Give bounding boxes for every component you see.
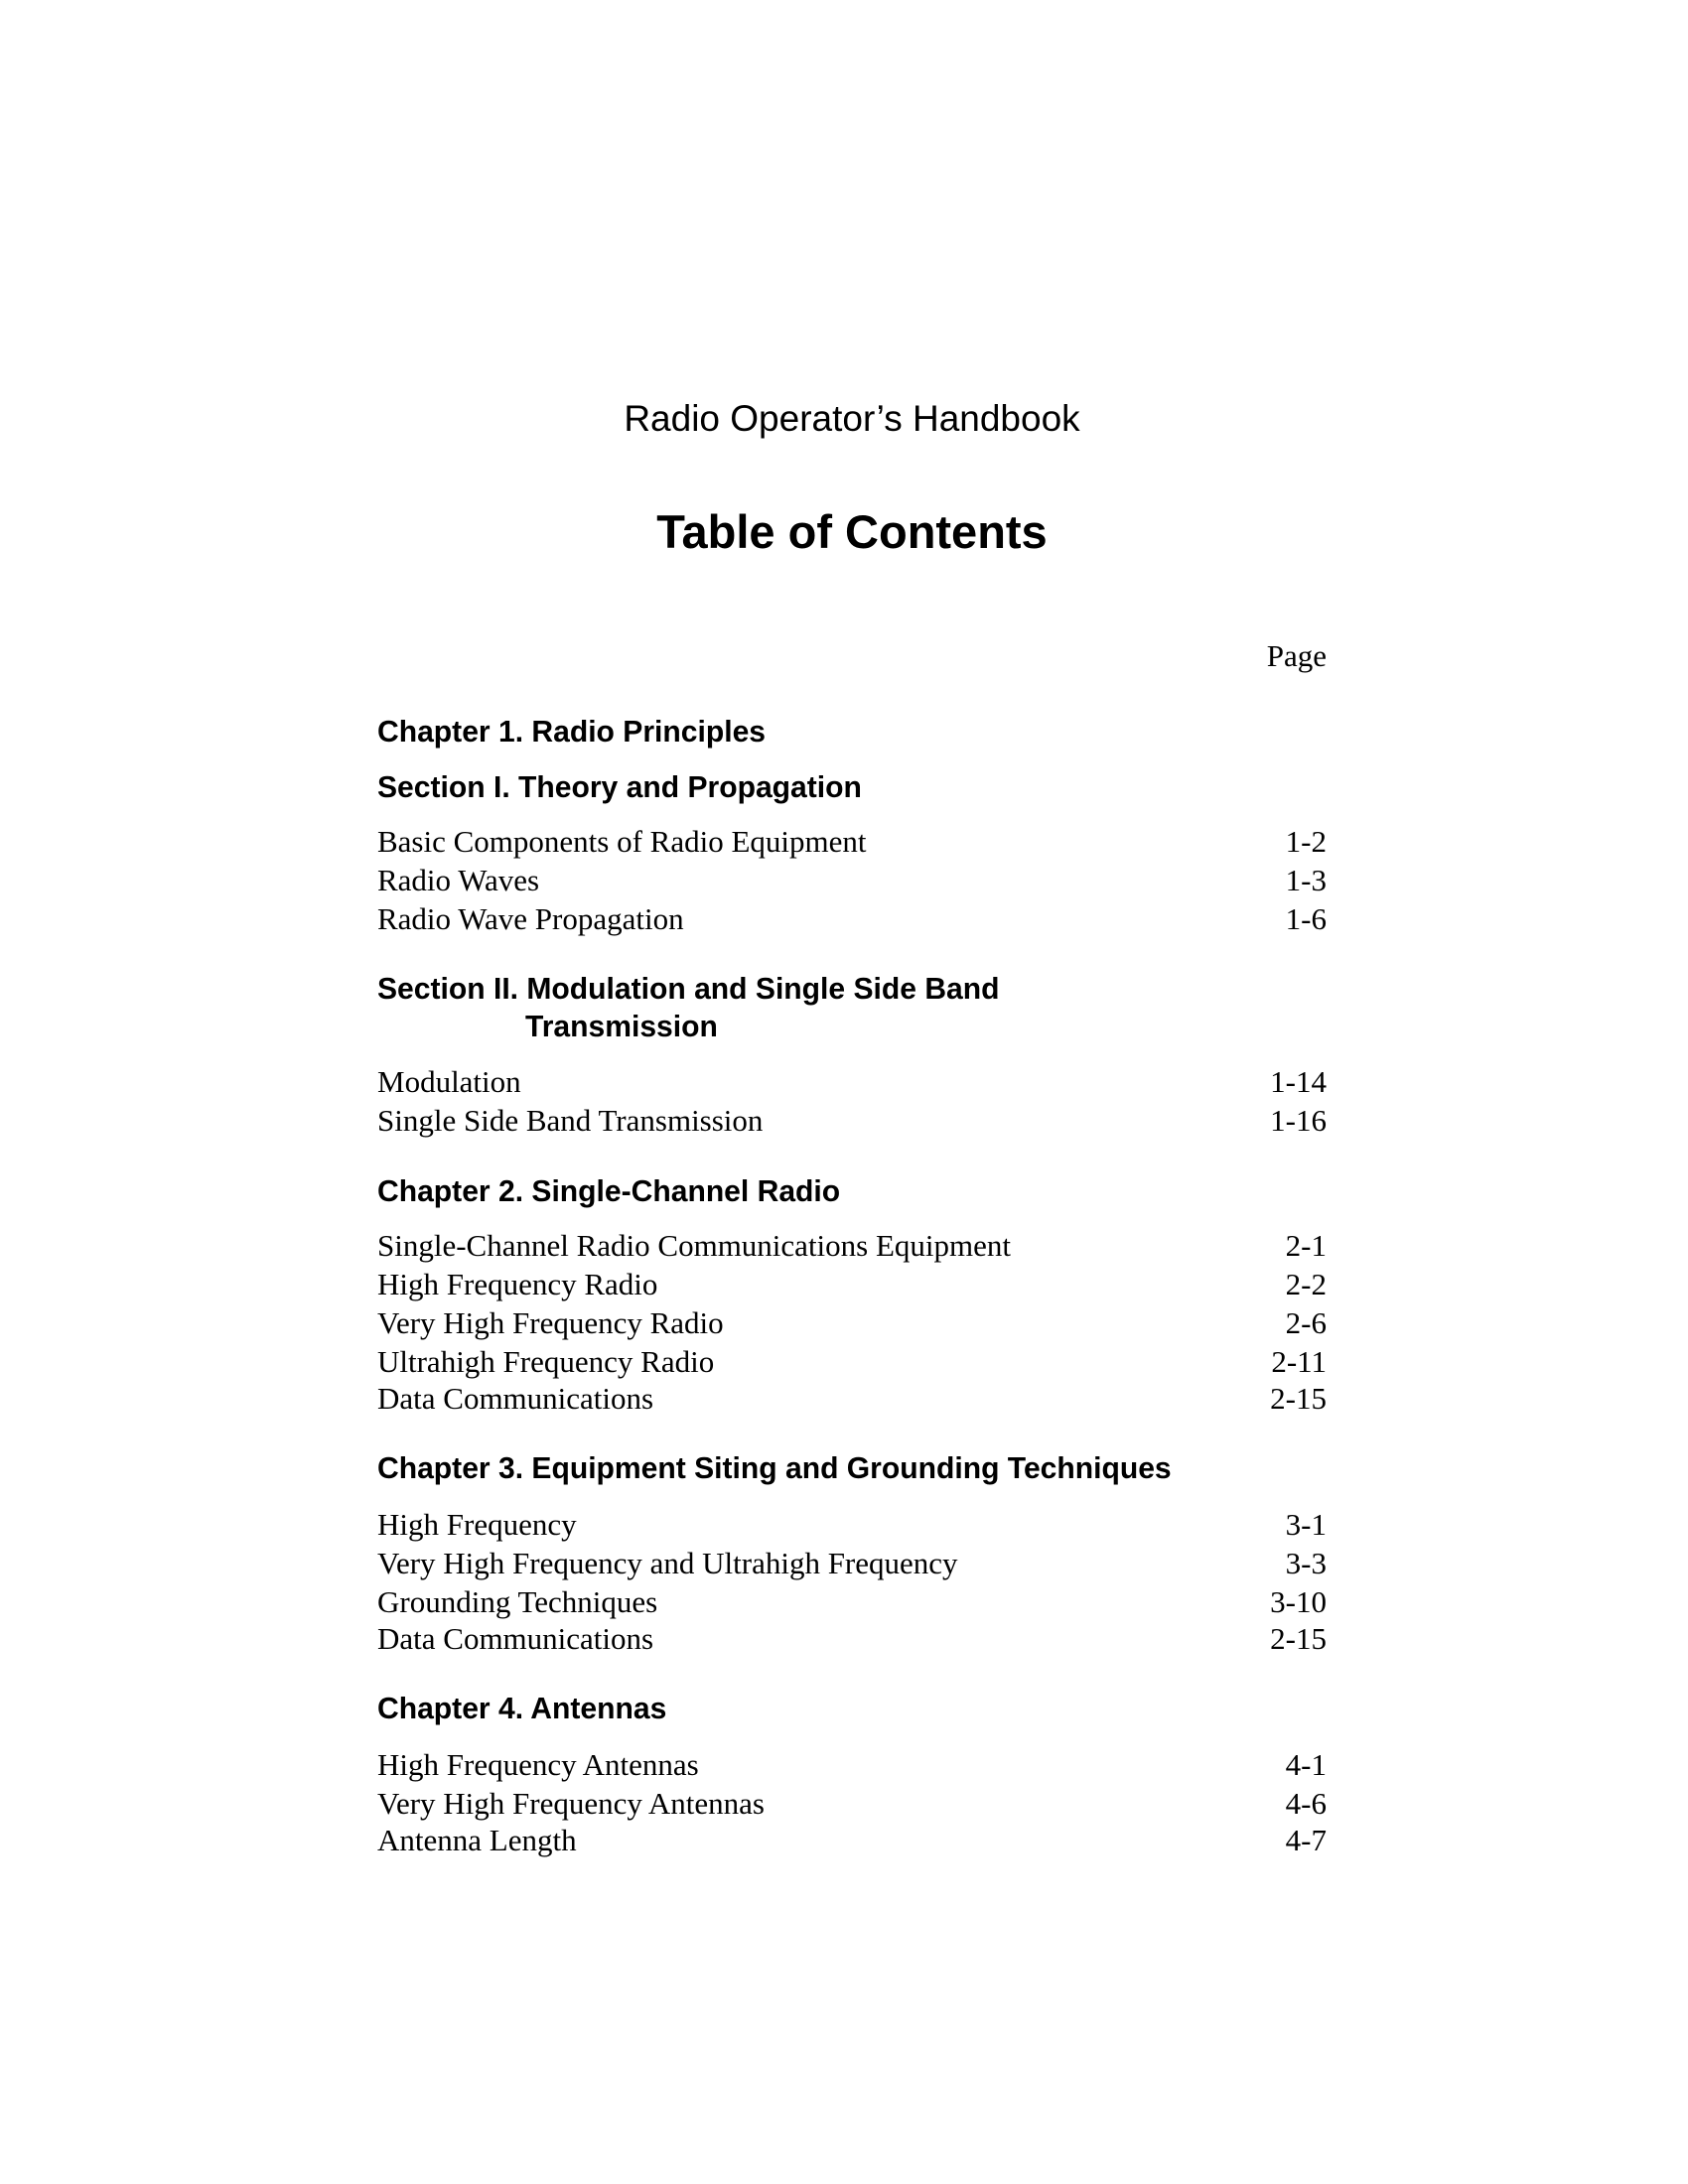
toc-entry-page: 1-14 <box>1270 1064 1327 1099</box>
toc-entry-page: 2-6 <box>1285 1305 1327 1340</box>
toc-entry-page: 4-6 <box>1285 1786 1327 1821</box>
toc-entry-page: 2-15 <box>1270 1621 1327 1656</box>
toc-entry-title: Single Side Band Transmission <box>377 1103 764 1138</box>
toc-entry-title: Basic Components of Radio Equipment <box>377 824 867 859</box>
toc-entry-page: 1-6 <box>1285 901 1327 936</box>
page-column-label: Page <box>1266 638 1327 673</box>
toc-entry-page: 2-2 <box>1285 1267 1327 1301</box>
toc-entry-title: Radio Wave Propagation <box>377 901 684 936</box>
section-heading-continued: Transmission <box>525 1009 718 1043</box>
chapter-heading: Chapter 4. Antennas <box>377 1691 667 1725</box>
toc-entry-title: High Frequency <box>377 1507 577 1542</box>
toc-entry-page: 3-1 <box>1285 1507 1327 1542</box>
book-title: Radio Operator’s Handbook <box>624 398 1080 439</box>
toc-entry-title: High Frequency Antennas <box>377 1747 699 1782</box>
toc-entry-page: 1-16 <box>1270 1103 1327 1138</box>
toc-entry-page: 4-1 <box>1285 1747 1327 1782</box>
toc-entry-page: 3-3 <box>1285 1546 1327 1580</box>
section-heading: Section II. Modulation and Single Side Band <box>377 971 1000 1006</box>
toc-entry-title: High Frequency Radio <box>377 1267 658 1301</box>
toc-entry-page: 3-10 <box>1270 1584 1327 1619</box>
toc-entry-title: Very High Frequency and Ultrahigh Frequency <box>377 1546 958 1580</box>
toc-entry-title: Very High Frequency Antennas <box>377 1786 765 1821</box>
toc-entry-page: 2-15 <box>1270 1381 1327 1416</box>
toc-entry-page: 1-3 <box>1285 863 1327 897</box>
toc-entry-title: Grounding Techniques <box>377 1584 658 1619</box>
toc-entry-page: 1-2 <box>1285 824 1327 859</box>
toc-entry-title: Ultrahigh Frequency Radio <box>377 1344 715 1379</box>
toc-entry-title: Radio Waves <box>377 863 540 897</box>
section-heading: Section I. Theory and Propagation <box>377 769 862 804</box>
toc-entry-title: Data Communications <box>377 1381 654 1416</box>
toc-entry-title: Modulation <box>377 1064 521 1099</box>
toc-entry-title: Single-Channel Radio Communications Equipment <box>377 1228 1012 1263</box>
chapter-heading: Chapter 3. Equipment Siting and Grounding Techniques <box>377 1450 1172 1485</box>
toc-entry-title: Very High Frequency Radio <box>377 1305 724 1340</box>
chapter-heading: Chapter 2. Single-Channel Radio <box>377 1173 841 1208</box>
toc-entry-page: 4-7 <box>1285 1823 1327 1857</box>
chapter-heading: Chapter 1. Radio Principles <box>377 714 767 749</box>
toc-entry-title: Data Communications <box>377 1621 654 1656</box>
toc-entry-page: 2-1 <box>1285 1228 1327 1263</box>
toc-entry-title: Antenna Length <box>377 1823 577 1857</box>
toc-entry-page: 2-11 <box>1271 1344 1327 1379</box>
toc-title: Table of Contents <box>656 505 1048 558</box>
